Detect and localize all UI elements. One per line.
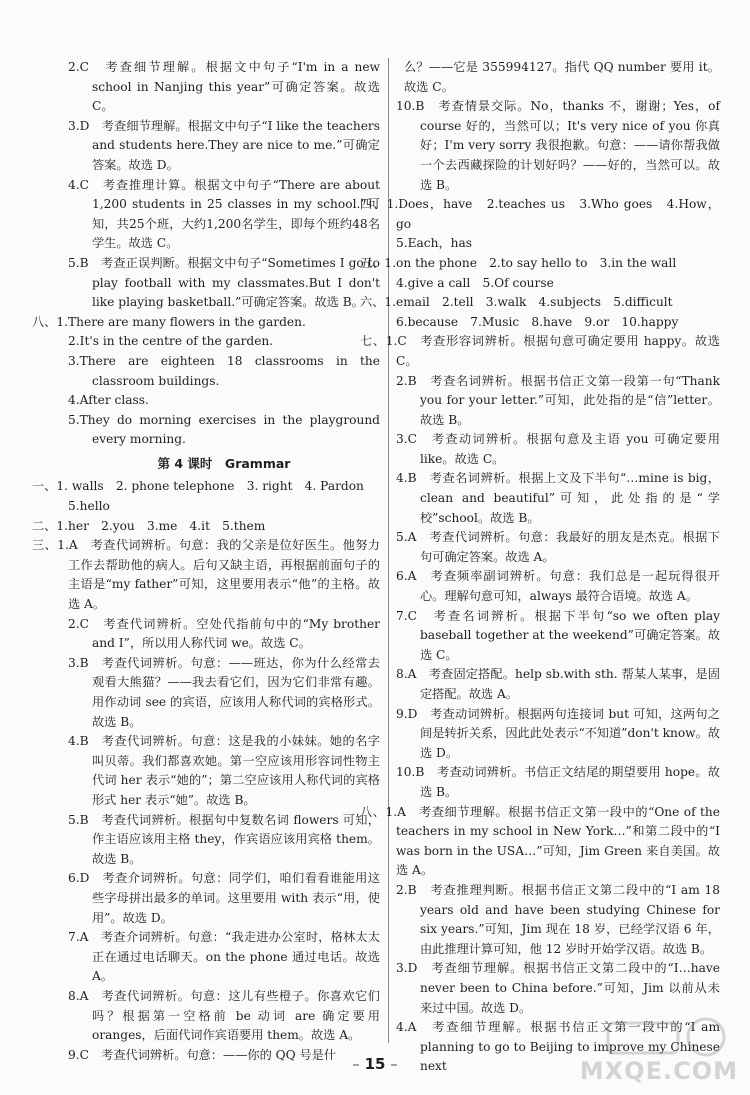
answer-entry: 一、1. walls 2. phone telephone 3. right 4. Pardon xyxy=(32,479,364,494)
answer-entry: 5.Each，has xyxy=(396,236,473,251)
answer-entry: 3.C 考查动词辨析。根据句意及主语 you 可确定要用 like。故选 C。 xyxy=(396,432,720,466)
answer-entry: 2.C 考查细节理解。根据文中句子“I'm in a new school in Nanjing this year”可确定答案。故选 C。 xyxy=(68,60,380,114)
left-column xyxy=(32,58,380,1065)
answer-entry: 8.A 考查代词辨析。句意：这儿有些橙子。你喜欢它们吗？根据第一空格前 be 动词 are 确定要用 oranges，后面代词作宾语要用 them。故选 A。 xyxy=(68,988,380,1043)
answer-entry: 2.B 考查推理判断。根据书信正文第二段中的“I am 18 years old and have been studying Chinese for six years.”可知，Jim 现在 18 岁，已经学汉语 6 年，由此推理计算可知，他 12 岁时开始学汉语。故选 B。 xyxy=(396,882,720,956)
answer-entry: 五、1.on the phone 2.to say hello to 3.in the wall xyxy=(360,255,677,270)
answer-entry: 5.hello xyxy=(68,499,110,514)
answer-entry: 4.B 考查代词辨析。句意：这是我的小妹妹。她的名字叫贝蒂。我们都喜欢她。第一空应该用形容词性物主代词 her 表示“她的”；第二空应该用人称代词的宾格形式 her 表示“她”。故选 B。 xyxy=(68,734,380,807)
answer-entry: 4.B 考查名词辨析。根据上文及下半句“…mine is big，clean and beautiful”可知，此处指的是“学校”school。故选 B。 xyxy=(396,471,720,525)
answer-entry: 2.C 考查代词辨析。空处代指前句中的“My brother and I”，所以用人称代词 we。故选 C。 xyxy=(68,616,380,651)
answer-entry: 5.B 考查代词辨析。根据句中复数名词 flowers 可知，作主语应该用主格 they，作宾语应该用宾格 them。故选 B。 xyxy=(68,812,380,866)
answer-entry: 4.give a call 5.Of course xyxy=(396,275,554,290)
answer-entry: 9.C 考查代词辨析。句意：——你的 QQ 号是什 xyxy=(68,1047,337,1062)
answer-entry: 4.After class. xyxy=(68,393,149,408)
answer-entry: 2.It's in the centre of the garden. xyxy=(68,334,274,349)
answer-entry: 4.A 考查细节理解。根据书信正文第一段中的“I am planning to go to Beijing to improve my Chinese next xyxy=(396,1020,720,1074)
answer-entry: 3.D 考查细节理解。根据书信正文第二段中的“I…have never been to China before.”可知，Jim 以前从未来过中国。故选 D。 xyxy=(396,961,720,1015)
lesson-title: 第 4 课时 Grammar xyxy=(157,455,291,471)
answer-entry: 5.B 考查正误判断。根据文中句子“Sometimes I go to play football with my classmates.But I don't like playing basketball.”可确定答案。故选 B。 xyxy=(68,255,380,310)
answer-entry: 八、1.There are many flowers in the garden. xyxy=(32,314,306,329)
answer-entry: 四、1.Does，have 2.teaches us 3.Who goes 4.How，go xyxy=(360,197,720,231)
answer-entry: 3.D 考查细节理解。根据文中句子“I like the teachers and students here.They are nice to me.”可确定答案。故选 D。 xyxy=(68,118,380,172)
left-answer-list xyxy=(32,58,380,450)
answer-entry: 6.D 考查介词辨析。句意：同学们，咱们看看谁能用这些字母拼出最多的单词。这里要用 with 表示“用，使用”。故选 D。 xyxy=(68,871,380,925)
page-number: – 15 – xyxy=(0,1055,750,1073)
watermark-logo xyxy=(579,1013,738,1085)
answer-entry: 7.C 考查名词辨析。根据下半句“so we often play baseball together at the weekend”可确定答案。故选 C。 xyxy=(396,608,720,662)
answer-entry: 2.B 考查名词辨析。根据书信正文第一段第一句“Thank you for your letter.”可知，此处指的是“信”letter。故选 B。 xyxy=(396,373,720,427)
answer-entry: 5.They do morning exercises in the playground every morning. xyxy=(68,412,380,447)
answer-entry: 3.There are eighteen 18 classrooms in the classroom buildings. xyxy=(68,353,380,388)
answer-entry: 4.C 考查推理计算。根据文中句子“There are about 1,200 students in 25 classes in my school.”可知，共25个班，大约1,200名学生，即每个班约48名学生。故选 C。 xyxy=(68,177,380,251)
answer-entry: 10.B 考查情景交际。No，thanks 不，谢谢；Yes，of course 好的，当然可以；It's very nice of you 你真好；I'm very sorry 我很抱歉。句意：——请你帮我做一个去西藏探险的计划好吗？——好的，当然可以。故选 B。 xyxy=(396,99,720,192)
answer-entry: 6.A 考查频率副词辨析。句意：我们总是一起玩得很开心。理解句意可知，always 最符合语境。故选 A。 xyxy=(396,569,720,604)
answer-entry: 七、1.C 考查形容词辨析。根据句意可确定要用 happy。故选 C。 xyxy=(360,334,720,368)
answer-entry: 三、1.A 考查代词辨析。句意：我的父亲是位好医生。他努力工作去帮助他的病人。后句又缺主语，再根据前面句子的主语是“my father”可知，这里要用表示“他”的主格。故选 A。 xyxy=(32,538,380,612)
answer-entry: 10.B 考查动词辨析。书信正文结尾的期望要用 hope。故选 B。 xyxy=(396,765,720,799)
answer-entry: 3.B 考查代词辨析。句意：——班达，你为什么经常去观看大熊猫？——我去看它们，因为它们非常有趣。用作动词 see 的宾语，应该用人称代词的宾格形式。故选 B。 xyxy=(68,655,380,729)
answer-entry: 八、1.A 考查细节理解。根据书信正文第一段中的“One of the teachers in my school in New York…”和第二段中的“I was born in the USA…”可知，Jim Green 来自美国。故选 A。 xyxy=(360,804,720,878)
answer-entry: 二、1.her 2.you 3.me 4.it 5.them xyxy=(32,518,266,533)
answer-entry: 9.D 考查动词辨析。根据两句连接词 but 可知，这两句之间是转折关系，因此此处表示“不知道”don't know。故选 D。 xyxy=(396,706,720,760)
watermark-text: MXQE.COM xyxy=(579,1057,738,1085)
answer-entry: 么？——它是 355994127。指代 QQ number 要用 it。故选 C。 xyxy=(404,60,720,94)
left-answer-list-grammar xyxy=(32,477,380,1065)
answer-entry: 六、1.email 2.tell 3.walk 4.subjects 5.difficult xyxy=(360,295,673,310)
answer-entry: 8.A 考查固定搭配。help sb.with sth. 帮某人某事，是固定搭配。故选 A。 xyxy=(396,667,720,701)
answer-entry: 6.because 7.Music 8.have 9.or 10.happy xyxy=(396,314,679,329)
answer-entry: 5.A 考查代词辨析。句意：我最好的朋友是杰克。根据下句可确定答案。故选 A。 xyxy=(396,530,720,564)
answer-entry: 7.A 考查介词辨析。句意：“我走进办公室时，格林太太正在通过电话聊天。on the phone 通过电话。故选 A。 xyxy=(68,930,380,984)
